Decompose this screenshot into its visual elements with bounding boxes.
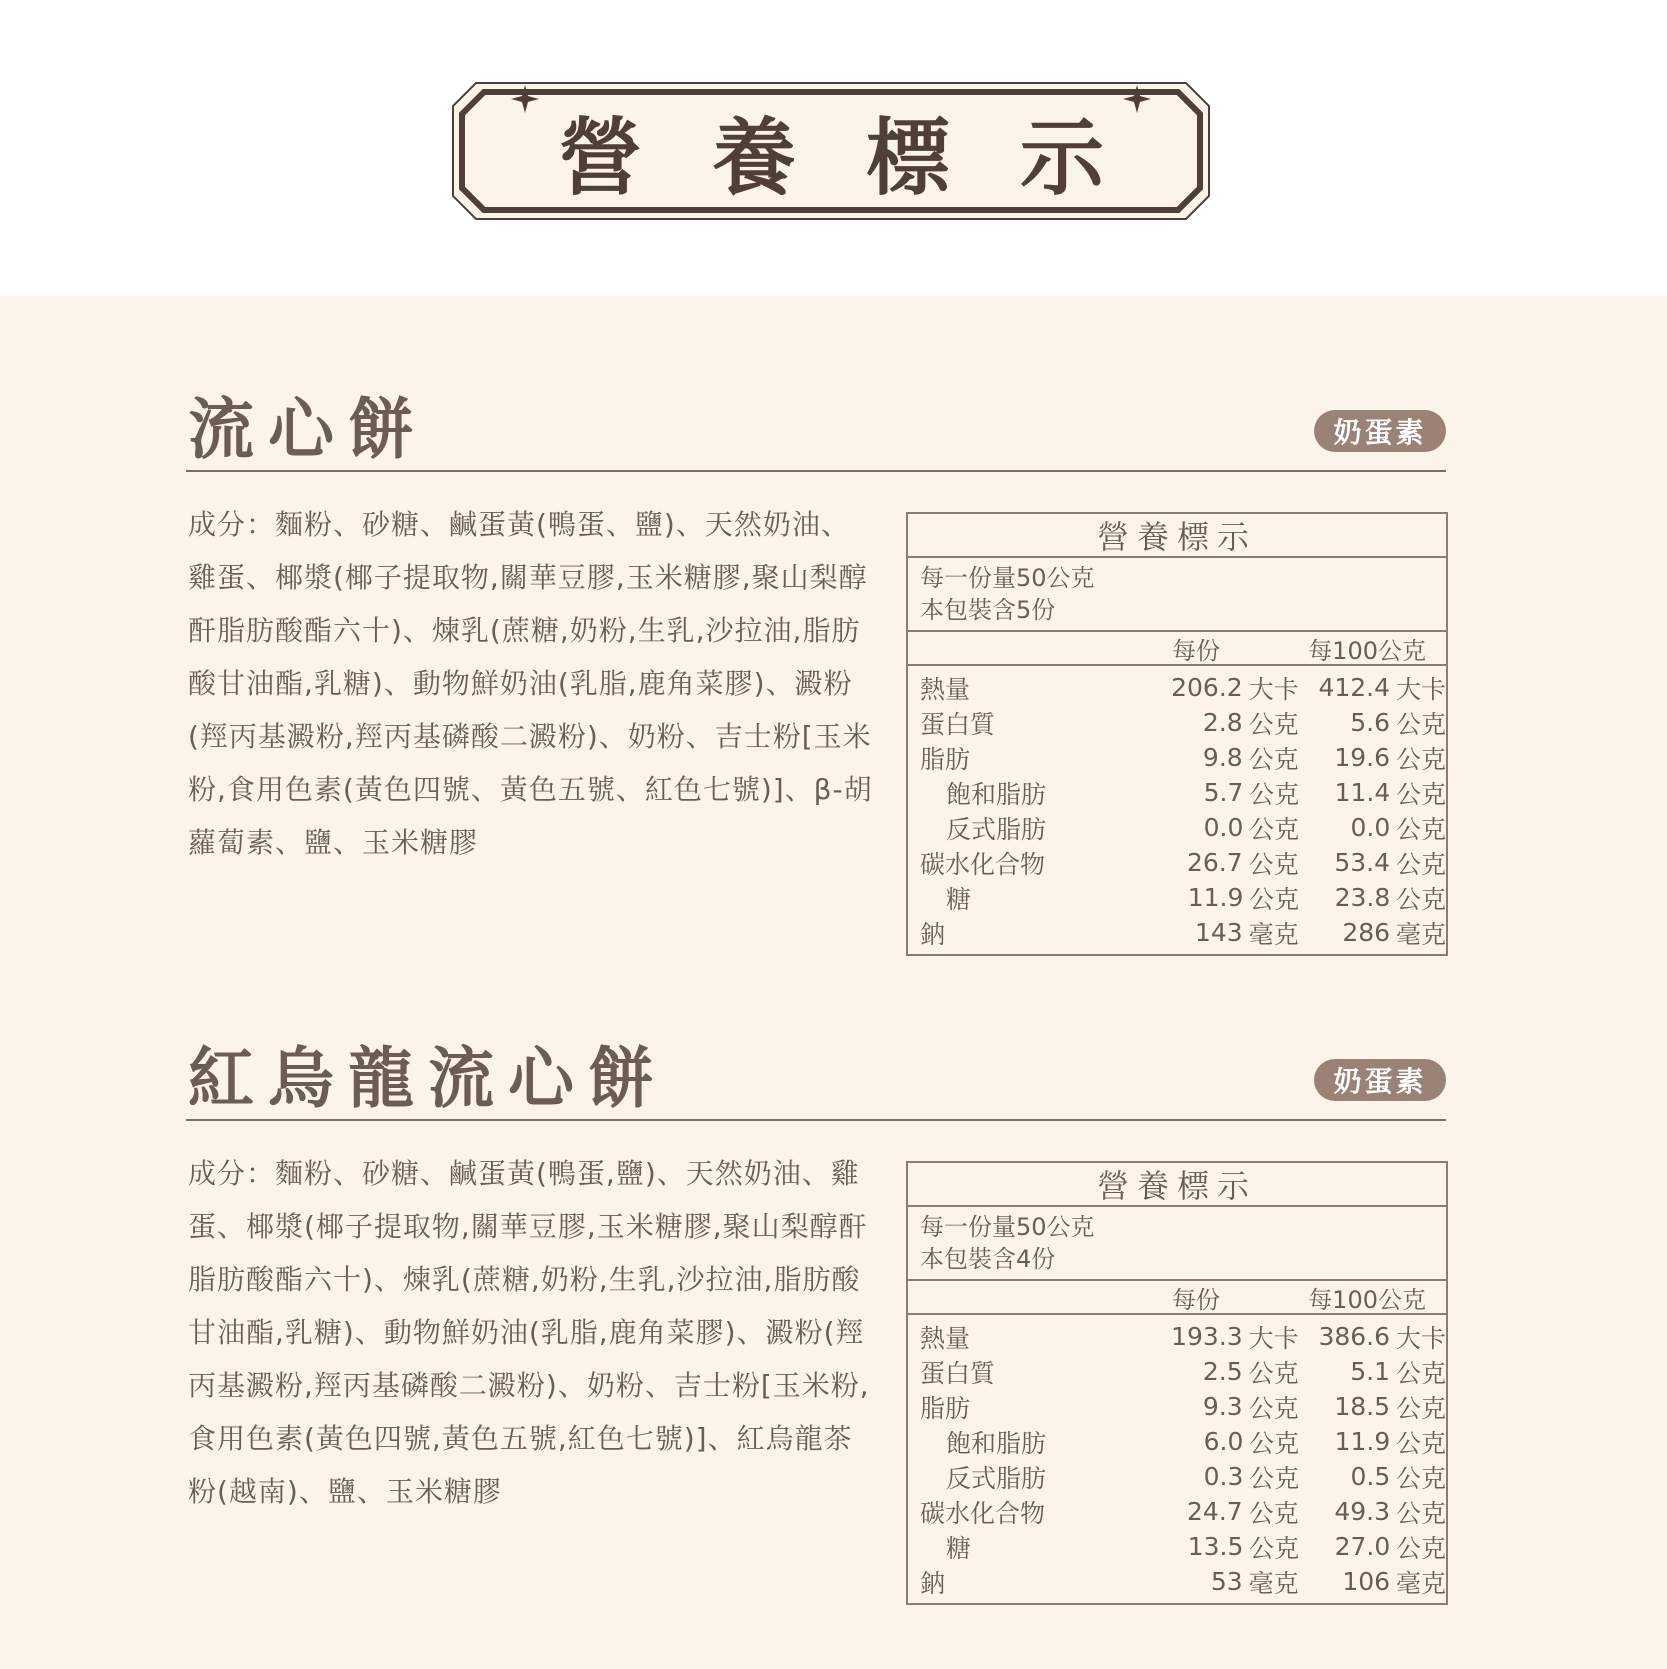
- nutrition-rows: [908, 666, 1446, 954]
- col-per-100g: 每100公克: [1308, 1285, 1426, 1314]
- nutrition-row: [908, 915, 1446, 950]
- nutrient-label: 蛋白質: [920, 1358, 996, 1388]
- nutrition-row: [908, 810, 1446, 845]
- per-serving-unit: 公克: [1248, 744, 1299, 774]
- servings-per-package: 本包裝含5份: [920, 596, 1056, 624]
- per-serving-value: 2.5: [1202, 1357, 1243, 1386]
- per-100g-unit: 公克: [1395, 1498, 1446, 1528]
- per-serving-unit: 公克: [1248, 1393, 1299, 1423]
- per-serving-value: 0.0: [1203, 813, 1244, 842]
- diet-badge: 奶蛋素: [1314, 1059, 1446, 1101]
- per-100g-unit: 公克: [1396, 1533, 1447, 1563]
- per-100g-value: 386.6: [1318, 1322, 1391, 1351]
- header-area: [0, 0, 1667, 296]
- per-100g-value: 286: [1342, 918, 1391, 947]
- per-serving-value: 9.8: [1202, 743, 1243, 772]
- title-divider: [186, 1119, 1446, 1121]
- per-100g-unit: 大卡: [1395, 1323, 1446, 1353]
- per-100g-value: 0.0: [1350, 813, 1391, 842]
- per-serving-unit: 大卡: [1248, 674, 1299, 704]
- nutrient-label: 碳水化合物: [920, 1498, 1046, 1528]
- per-serving-unit: 毫克: [1248, 919, 1299, 949]
- per-serving-value: 24.7: [1187, 1497, 1243, 1526]
- per-serving-unit: 公克: [1249, 814, 1300, 844]
- nutrient-label: 熱量: [920, 1323, 971, 1353]
- title-divider: [186, 470, 1446, 472]
- per-100g-unit: 毫克: [1395, 1568, 1446, 1598]
- per-serving-value: 6.0: [1203, 1427, 1244, 1456]
- per-100g-value: 5.1: [1350, 1357, 1391, 1386]
- nutrition-table-title: 營養標示: [908, 1163, 1446, 1207]
- nutrient-label: 飽和脂肪: [946, 779, 1047, 809]
- per-serving-value: 11.9: [1187, 883, 1244, 912]
- per-serving-value: 5.7: [1203, 778, 1244, 807]
- per-100g-value: 106: [1342, 1567, 1391, 1596]
- per-100g-unit: 公克: [1396, 1428, 1447, 1458]
- title-plaque: [452, 82, 1210, 220]
- per-serving-value: 193.3: [1171, 1322, 1243, 1351]
- per-serving-unit: 公克: [1249, 1428, 1300, 1458]
- diet-badge: 奶蛋素: [1314, 410, 1446, 452]
- nutrition-rows: [908, 1315, 1446, 1603]
- per-serving-unit: 公克: [1248, 709, 1299, 739]
- per-serving-value: 2.8: [1202, 708, 1243, 737]
- per-100g-value: 19.6: [1334, 743, 1391, 772]
- serving-info: [908, 558, 1446, 632]
- serving-size: 每一份量50公克: [920, 564, 1095, 592]
- page-title: 營養標示: [557, 107, 1174, 207]
- per-serving-unit: 公克: [1249, 1533, 1300, 1563]
- per-100g-value: 0.5: [1350, 1462, 1391, 1491]
- per-100g-value: 11.9: [1334, 1427, 1391, 1456]
- nutrition-row: [908, 845, 1446, 880]
- nutrition-row: [908, 1424, 1446, 1459]
- per-serving-value: 26.7: [1187, 848, 1243, 877]
- per-serving-value: 143: [1194, 918, 1243, 947]
- per-serving-unit: 毫克: [1248, 1568, 1299, 1598]
- per-100g-unit: 公克: [1396, 1463, 1447, 1493]
- nutrition-table-title: 營養標示: [908, 514, 1446, 558]
- per-100g-value: 53.4: [1334, 848, 1391, 877]
- nutrient-label: 糖: [946, 884, 972, 914]
- per-100g-unit: 公克: [1396, 814, 1447, 844]
- nutrition-row: [908, 1389, 1446, 1424]
- nutrient-label: 蛋白質: [920, 709, 996, 739]
- per-serving-unit: 公克: [1249, 779, 1300, 809]
- content-area: [0, 296, 1667, 1669]
- nutrition-table: [906, 512, 1448, 956]
- nutrition-row: [908, 775, 1446, 810]
- ingredients-text: 成分：麵粉、砂糖、鹹蛋黃(鴨蛋,鹽)、天然奶油、雞蛋、椰漿(椰子提取物,關華豆膠,玉米糖膠,聚山梨醇酐脂肪酸酯六十)、煉乳(蔗糖,奶粉,生乳,沙拉油,脂肪酸甘油酯,乳糖)、動物鮮奶油(乳脂,鹿角菜膠)、澱粉(羥丙基澱粉,羥丙基磷酸二澱粉)、奶粉、吉士粉[玉米粉,食用色素(黃色四號,黃色五號,紅色七號)]、紅烏龍茶粉(越南)、鹽、玉米糖膠: [188, 1157, 870, 1508]
- per-serving-unit: 公克: [1248, 1358, 1299, 1388]
- per-serving-unit: 公克: [1248, 1498, 1299, 1528]
- per-100g-value: 49.3: [1334, 1497, 1391, 1526]
- per-100g-value: 27.0: [1334, 1532, 1391, 1561]
- per-100g-unit: 公克: [1396, 779, 1447, 809]
- per-100g-value: 23.8: [1334, 883, 1391, 912]
- servings-per-package: 本包裝含4份: [920, 1245, 1056, 1273]
- nutrition-row: [908, 705, 1446, 740]
- product-title: 流心餅: [188, 391, 428, 468]
- per-100g-unit: 大卡: [1395, 674, 1446, 704]
- per-serving-value: 13.5: [1187, 1532, 1244, 1561]
- serving-size: 每一份量50公克: [920, 1213, 1095, 1241]
- per-100g-unit: 公克: [1395, 849, 1446, 879]
- per-serving-unit: 大卡: [1248, 1323, 1299, 1353]
- column-headers: [908, 1281, 1446, 1315]
- nutrient-label: 反式脂肪: [946, 1463, 1047, 1493]
- nutrition-row: [908, 1319, 1446, 1354]
- col-per-serving: 每份: [1172, 636, 1220, 665]
- nutrient-label: 脂肪: [920, 1393, 971, 1423]
- per-100g-unit: 毫克: [1395, 919, 1446, 949]
- per-serving-unit: 公克: [1249, 1463, 1300, 1493]
- nutrition-row: [908, 1529, 1446, 1564]
- col-per-100g: 每100公克: [1308, 636, 1426, 665]
- per-serving-value: 53: [1210, 1567, 1243, 1596]
- nutrient-label: 脂肪: [920, 744, 971, 774]
- per-serving-value: 9.3: [1202, 1392, 1243, 1421]
- nutrition-row: [908, 1494, 1446, 1529]
- nutrition-row: [908, 670, 1446, 705]
- nutrition-row: [908, 880, 1446, 915]
- nutrient-label: 糖: [946, 1533, 972, 1563]
- per-100g-value: 11.4: [1334, 778, 1391, 807]
- per-100g-unit: 公克: [1395, 709, 1446, 739]
- per-serving-value: 206.2: [1171, 673, 1243, 702]
- per-serving-value: 0.3: [1203, 1462, 1244, 1491]
- per-serving-unit: 公克: [1248, 849, 1299, 879]
- per-100g-unit: 公克: [1395, 1393, 1446, 1423]
- nutrition-row: [908, 740, 1446, 775]
- per-serving-unit: 公克: [1249, 884, 1300, 914]
- per-100g-unit: 公克: [1395, 1358, 1446, 1388]
- per-100g-value: 412.4: [1318, 673, 1391, 702]
- col-per-serving: 每份: [1172, 1285, 1220, 1314]
- serving-info: [908, 1207, 1446, 1281]
- per-100g-value: 5.6: [1350, 708, 1391, 737]
- product-title: 紅烏龍流心餅: [188, 1040, 668, 1117]
- per-100g-unit: 公克: [1395, 744, 1446, 774]
- column-headers: [908, 632, 1446, 666]
- per-100g-value: 18.5: [1334, 1392, 1391, 1421]
- nutrient-label: 反式脂肪: [946, 814, 1047, 844]
- ingredients-text: 成分：麵粉、砂糖、鹹蛋黃(鴨蛋、鹽)、天然奶油、雞蛋、椰漿(椰子提取物,關華豆膠,玉米糖膠,聚山梨醇酐脂肪酸酯六十)、煉乳(蔗糖,奶粉,生乳,沙拉油,脂肪酸甘油酯,乳糖)、動物鮮奶油(乳脂,鹿角菜膠)、澱粉(羥丙基澱粉,羥丙基磷酸二澱粉)、奶粉、吉士粉[玉米粉,食用色素(黃色四號、黃色五號、紅色七號)]、β-胡蘿蔔素、鹽、玉米糖膠: [188, 508, 873, 859]
- nutrition-row: [908, 1459, 1446, 1494]
- nutrition-table: [906, 1161, 1448, 1605]
- nutrient-label: 熱量: [920, 674, 971, 704]
- nutrition-row: [908, 1354, 1446, 1389]
- nutrient-label: 鈉: [920, 1568, 946, 1598]
- nutrient-label: 碳水化合物: [920, 849, 1046, 879]
- nutrient-label: 鈉: [920, 919, 946, 949]
- nutrition-row: [908, 1564, 1446, 1599]
- nutrient-label: 飽和脂肪: [946, 1428, 1047, 1458]
- per-100g-unit: 公克: [1396, 884, 1447, 914]
